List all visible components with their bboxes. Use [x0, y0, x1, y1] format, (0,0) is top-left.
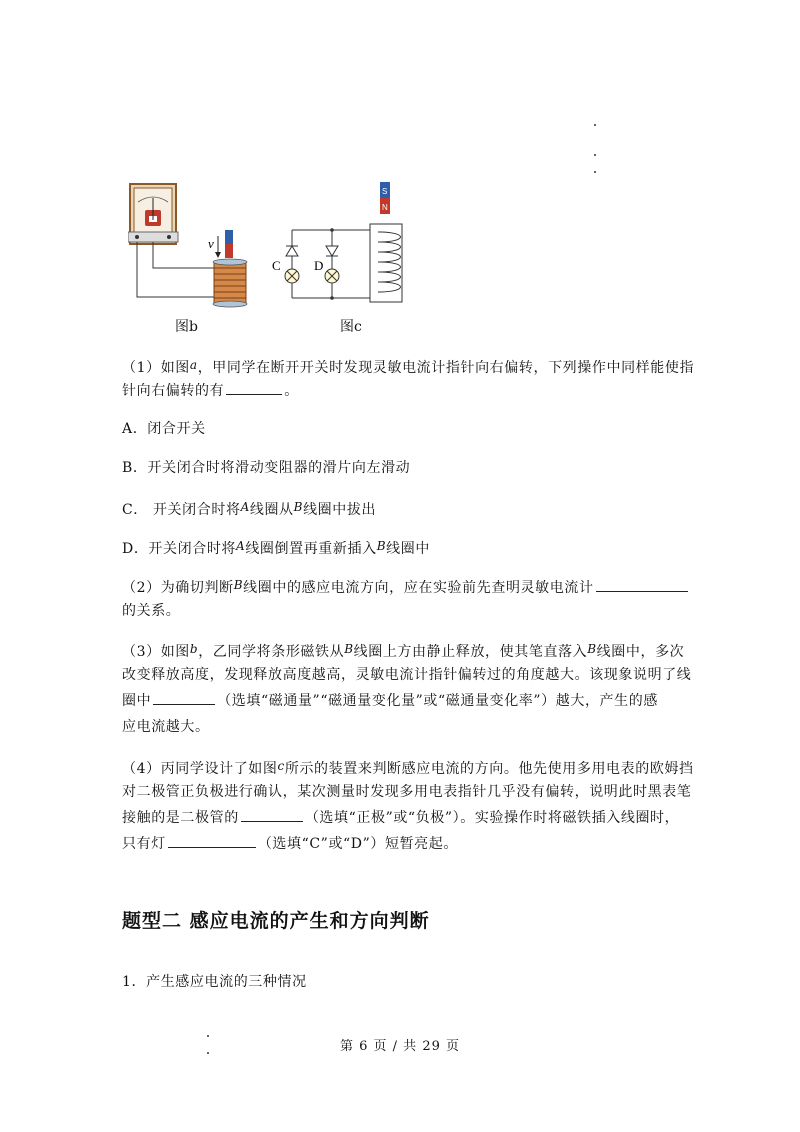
magnet-n-label: N: [382, 203, 388, 212]
wire-left: [137, 242, 216, 297]
q1-line-2: 针向右偏转的有 。: [122, 378, 299, 405]
terminal-right: [167, 235, 171, 239]
q4-answer-blank-1[interactable]: [241, 806, 303, 822]
q4-line-1: （4）丙同学设计了如图c所示的装置来判断感应电流的方向。他先使用多用电表的欧姆挡: [122, 759, 694, 777]
decorative-dot: [594, 171, 596, 173]
decorative-dot: [594, 124, 596, 126]
section-item-1: 1．产生感应电流的三种情况: [122, 974, 307, 990]
diode-d: [326, 246, 338, 256]
q2-answer-blank[interactable]: [596, 576, 688, 592]
figure-c-caption: 图c: [340, 319, 362, 335]
coil-c: [370, 224, 402, 302]
q3-answer-blank[interactable]: [153, 689, 215, 705]
q1-option-b: B．开关闭合时将滑动变阻器的滑片向左滑动: [122, 460, 411, 476]
q3-line-1: （3）如图b，乙同学将条形磁铁从B线圈上方由静止释放，使其笔直落入B线圈中，多次: [122, 642, 685, 660]
magnet-s-label: S: [382, 187, 388, 196]
magnet-s-pole: [225, 230, 233, 244]
coil-winding: [378, 232, 401, 292]
q4-line-2: 对二极管正负极进行确认，某次测量时发现多用电表指针几乎没有偏转，说明此时黑表笔: [122, 784, 692, 800]
q3-line-4: 应电流越大。: [122, 719, 210, 735]
q4-line-4: 只有灯 （选填“C”或“D”）短暂亮起。: [122, 831, 458, 858]
q1-answer-blank[interactable]: [226, 379, 282, 395]
figure-c-diode-circuit: [268, 180, 418, 310]
coil-bottom-cap: [213, 301, 247, 307]
label-c: C: [272, 258, 281, 273]
q2-line-2: 的关系。: [122, 603, 181, 619]
velocity-label: v: [208, 236, 214, 251]
page-footer: 第 6 页 / 共 29 页: [340, 1039, 460, 1054]
decorative-dot: [594, 154, 596, 156]
velocity-arrow-head: [215, 252, 221, 258]
magnet-n-pole: [225, 244, 233, 258]
q1-option-d: D．开关闭合时将A线圈倒置再重新插入B线圈中: [122, 539, 430, 557]
figure-b-caption: 图b: [175, 319, 198, 335]
wire-right: [153, 242, 216, 268]
q1-option-a: A．闭合开关: [122, 421, 206, 437]
section-heading: 题型二 感应电流的产生和方向判断: [122, 910, 430, 932]
q1-line-1: （1）如图a，甲同学在断开开关时发现灵敏电流计指针向右偏转，下列操作中同样能使指: [122, 358, 695, 376]
q1-option-c: C． 开关闭合时将A线圈从B线圈中拔出: [122, 500, 377, 518]
q3-line-3: 圈中 （选填“磁通量”“磁通量变化量”或“磁通量变化率”）越大，产生的感: [122, 688, 658, 715]
q4-answer-blank-2[interactable]: [168, 832, 256, 848]
label-d: D: [314, 258, 324, 273]
q4-line-3: 接触的是二极管的 （选填“正极”或“负极”）。实验操作时将磁铁插入线圈时，: [122, 805, 679, 832]
terminal-left: [135, 235, 139, 239]
diode-c: [286, 246, 298, 256]
q2-line-1: （2）为确切判断B线圈中的感应电流方向，应在实验前先查明灵敏电流计: [122, 572, 690, 602]
figure-b-galvanometer-coil: [128, 180, 258, 310]
coil-top-cap: [213, 259, 247, 265]
q3-line-2: 改变释放高度，发现释放高度越高，灵敏电流计指针偏转过的角度越大。该现象说明了线: [122, 667, 692, 683]
